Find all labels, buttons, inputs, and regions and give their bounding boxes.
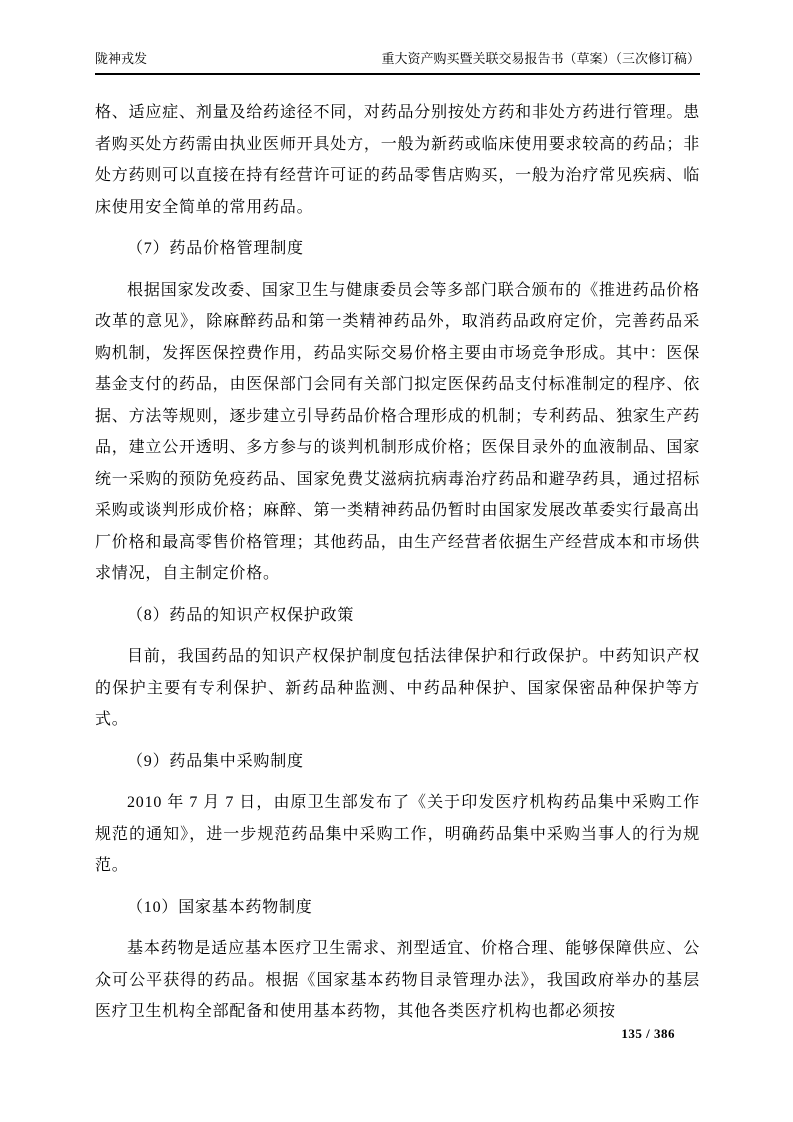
section-heading-9-centralized-procurement: （9）药品集中采购制度: [127, 752, 304, 770]
paragraph-essential-drugs: 基本药物是适应基本医疗卫生需求、剂型适宜、价格合理、能够保障供应、公众可公平获得的药品。根据《国家基本药物目录管理办法》，我国政府举办的基层医疗卫生机构全部配备和使用基本药物，其他各类医疗机构也都必须按: [95, 940, 700, 1020]
page-number: 135 / 386: [621, 1026, 675, 1041]
document-body: [95, 97, 700, 1028]
section-heading-10-essential-drug-system: （10）国家基本药物制度: [127, 898, 313, 916]
paragraph-ip-protection: 目前，我国药品的知识产权保护制度包括法律保护和行政保护。中药知识产权的保护主要有专利保护、新药品种监测、中药品种保护、国家保密品种保护等方式。: [95, 648, 700, 728]
paragraph-drug-price-management: 根据国家发改委、国家卫生与健康委员会等多部门联合颁布的《推进药品价格改革的意见》，除麻醉药品和第一类精神药品外，取消药品政府定价，完善药品采购机制，发挥医保控费作用，药品实际交易价格主要由市场竞争形成。其中：医保基金支付的药品，由医保部门会同有关部门拟定医保药品支付标准制定的程序、依据、方法等规则，逐步建立引导药品价格合理形成的机制；专利药品、独家生产药品，建立公开透明、多方参与的谈判机制形成价格；医保目录外的血液制品、国家统一采购的预防免疫药品、国家免费艾滋病抗病毒治疗药品和避孕药具，通过招标采购或谈判形成价格；麻醉、第一类精神药品仍暂时由国家发展改革委实行最高出厂价格和最高零售价格管理；其他药品，由生产经营者依据生产经营成本和市场供求情况，自主制定价格。: [95, 281, 700, 582]
page-header: [95, 50, 700, 75]
page-footer: [621, 1026, 675, 1042]
header-document-title: 重大资产购买暨关联交易报告书（草案）（三次修订稿）: [381, 51, 700, 66]
header-company-name: 陇神戎发: [95, 51, 148, 66]
paragraph-centralized-procurement: 2010 年 7 月 7 日，由原卫生部发布了《关于印发医疗机构药品集中采购工作规范的通知》，进一步规范药品集中采购工作，明确药品集中采购当事人的行为规范。: [95, 794, 700, 874]
section-heading-8-ip-protection-policy: （8）药品的知识产权保护政策: [127, 606, 355, 624]
paragraph-prescription-drug-management: 格、适应症、剂量及给药途径不同，对药品分别按处方药和非处方药进行管理。患者购买处方药需由执业医师开具处方，一般为新药或临床使用要求较高的药品；非处方药则可以直接在持有经营许可证的药品零售店购买，一般为治疗常见疾病、临床使用安全简单的常用药品。: [95, 104, 700, 216]
section-heading-7-drug-price-management: （7）药品价格管理制度: [127, 240, 304, 257]
